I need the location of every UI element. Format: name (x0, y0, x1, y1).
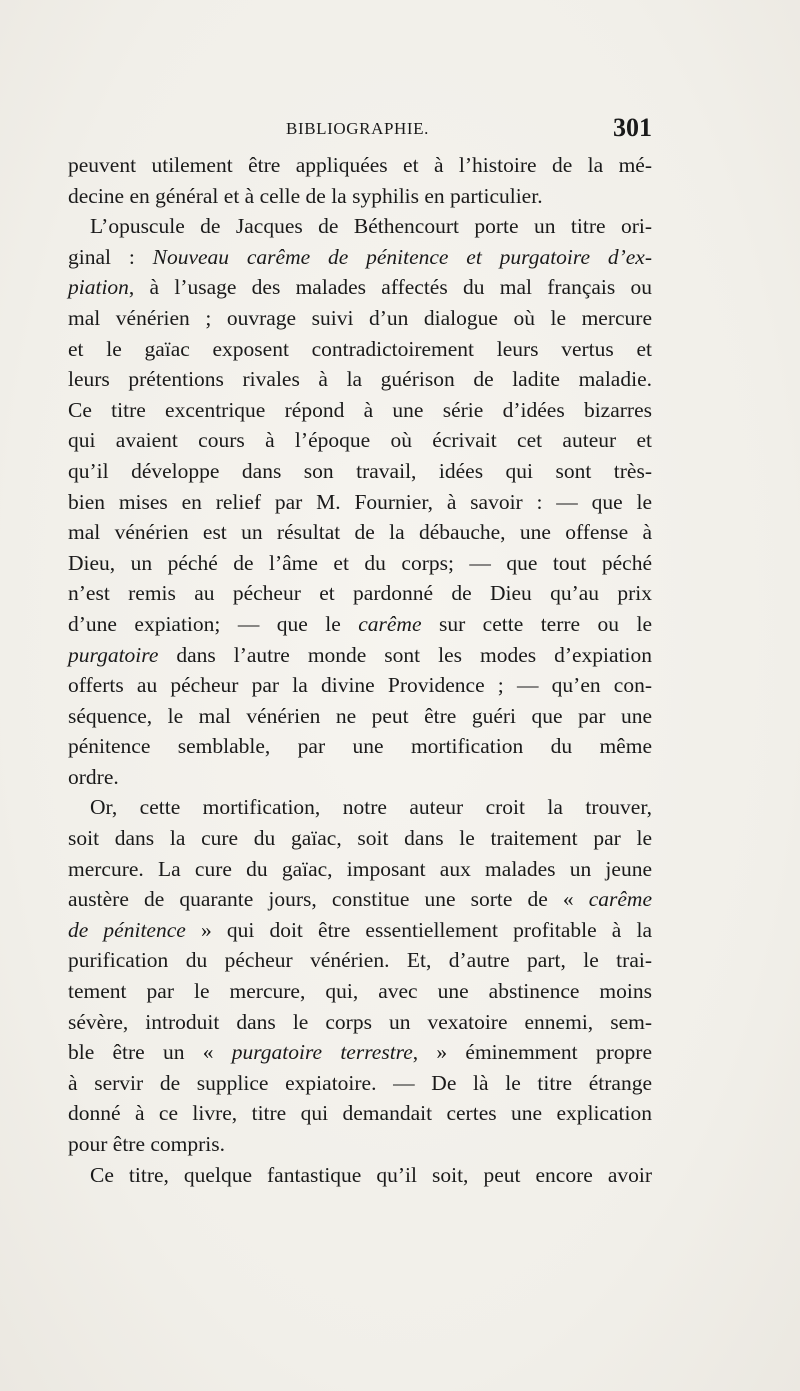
text-line (68, 425, 652, 456)
text-line (68, 854, 652, 885)
text-segment: dans l’autre monde sont les modes d’expiation (158, 642, 652, 667)
text-line (68, 609, 652, 640)
italic-text-segment: piation (68, 275, 129, 300)
text-line (68, 670, 652, 701)
page-number: 301 (613, 113, 652, 142)
text-line (68, 487, 652, 518)
text-segment: qui avaient cours à l’époque où écrivait cet auteur et (68, 428, 652, 453)
text-line (68, 150, 652, 181)
italic-text-segment: carême (588, 887, 652, 912)
text-segment: bien mises en relief par M. Fournier, à savoir : — que le (68, 489, 652, 514)
text-line (68, 578, 652, 609)
text-line (68, 334, 652, 365)
text-segment: qu’il développe dans son travail, idées qui sont très- (68, 458, 652, 483)
text-line (68, 945, 652, 976)
text-line (68, 1007, 652, 1038)
italic-text-segment: carême (358, 611, 422, 636)
text-segment: » qui doit être essentiellement profitable à la (185, 917, 652, 942)
text-segment: pour être compris. (68, 1132, 226, 1156)
text-line (68, 762, 652, 793)
text-segment: , » éminemment propre (412, 1040, 653, 1065)
text-segment: d’une expiation; — que le (68, 611, 359, 636)
text-segment: à servir de supplice expiatoire. — De là le titre étrange (68, 1070, 652, 1095)
text-line (68, 823, 652, 854)
text-segment: séquence, le mal vénérien ne peut être guéri que par une (68, 703, 652, 728)
text-line (68, 915, 652, 946)
text-segment: pénitence semblable, par une mortification du même (68, 734, 652, 759)
italic-text-segment: purgatoire (68, 642, 159, 667)
text-segment: ble être un « (68, 1040, 232, 1065)
text-line (68, 792, 652, 823)
text-line (68, 884, 652, 915)
text-segment: Ce titre excentrique répond à une série d’idées bizarres (68, 397, 652, 422)
text-line (68, 364, 652, 395)
running-title: BIBLIOGRAPHIE. (286, 119, 429, 138)
text-line (68, 242, 652, 273)
text-line (68, 548, 652, 579)
text-line (68, 731, 652, 762)
text-segment: austère de quarante jours, constitue une sorte de « (68, 887, 589, 912)
italic-text-segment: purgatoire terrestre (231, 1040, 413, 1065)
text-segment: Dieu, un péché de l’âme et du corps; — que tout péché (68, 550, 652, 575)
text-line (68, 1160, 652, 1191)
italic-text-segment: Nouveau carême de pénitence et purgatoire d’ex- (152, 244, 652, 269)
text-line (68, 395, 652, 426)
text-line (68, 303, 652, 334)
body-text (68, 150, 652, 1190)
text-line (68, 1098, 652, 1129)
text-line (68, 517, 652, 548)
page-header (68, 113, 652, 145)
text-segment: sévère, introduit dans le corps un vexatoire ennemi, sem- (68, 1009, 652, 1034)
text-segment: sur cette terre ou le (421, 611, 652, 636)
text-line (68, 272, 652, 303)
text-segment: offerts au pécheur par la divine Providence ; — qu’en con- (68, 673, 652, 698)
text-line (68, 181, 652, 212)
text-segment: soit dans la cure du gaïac, soit dans le traitement par le (68, 826, 652, 851)
text-line (68, 1068, 652, 1099)
text-segment: donné à ce livre, titre qui demandait certes une explication (68, 1101, 652, 1126)
text-segment: ginal : (68, 244, 153, 269)
text-segment: peuvent utilement être appliquées et à l’histoire de la mé- (68, 153, 652, 177)
text-line (68, 701, 652, 732)
text-segment: Or, cette mortification, notre auteur croit la trouver, (90, 795, 652, 820)
text-segment: et le gaïac exposent contradictoirement leurs vertus et (68, 336, 652, 361)
text-line (68, 1129, 652, 1160)
text-line (68, 1037, 652, 1068)
text-segment: purification du pécheur vénérien. Et, d’autre part, le trai- (68, 948, 652, 973)
text-segment: , à l’usage des malades affectés du mal français ou (128, 275, 652, 300)
text-line (68, 211, 652, 242)
text-segment: mal vénérien ; ouvrage suivi d’un dialogue où le mercure (68, 305, 652, 330)
text-segment: Ce titre, quelque fantastique qu’il soit, peut encore avoir (90, 1162, 652, 1187)
text-segment: L’opuscule de Jacques de Béthencourt porte un titre ori- (90, 214, 652, 239)
italic-text-segment: de pénitence (68, 917, 186, 942)
text-segment: decine en général et à celle de la syphilis en particulier. (68, 183, 543, 208)
text-segment: leurs prétentions rivales à la guérison de ladite maladie. (68, 367, 652, 392)
text-line (68, 640, 652, 671)
text-line (68, 456, 652, 487)
text-segment: ordre. (68, 764, 119, 789)
text-segment: mal vénérien est un résultat de la débauche, une offense à (68, 520, 652, 545)
text-segment: tement par le mercure, qui, avec une abstinence moins (68, 979, 652, 1004)
text-segment: mercure. La cure du gaïac, imposant aux malades un jeune (68, 856, 652, 881)
text-segment: n’est remis au pécheur et pardonné de Dieu qu’au prix (68, 581, 652, 606)
text-line (68, 976, 652, 1007)
